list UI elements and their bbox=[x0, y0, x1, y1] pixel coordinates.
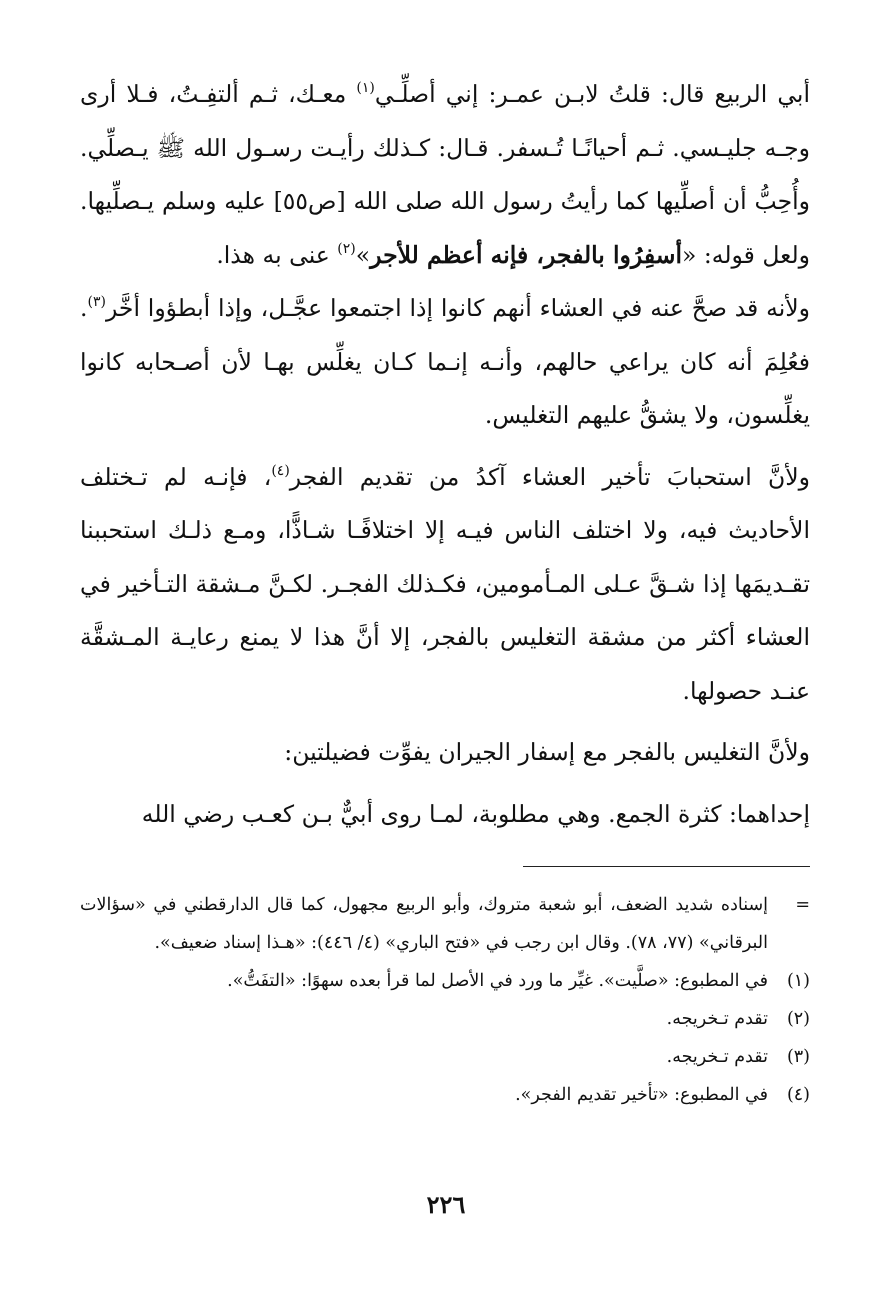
footnote-marker: = bbox=[795, 895, 810, 915]
paragraph-1-part-c: » bbox=[355, 240, 371, 269]
footnote-marker: (١) bbox=[786, 971, 810, 991]
footnote-marker: (٤) bbox=[786, 1085, 810, 1105]
footnote-text: تقدم تـخريجه. bbox=[666, 1047, 768, 1067]
footnote-marker: (٢) bbox=[786, 1009, 810, 1029]
footnote-2 bbox=[80, 1000, 810, 1038]
footnote-ref-4: (٤) bbox=[271, 462, 290, 479]
paragraph-1-part-a: أبي الربيع قال: قلتُ لابـن عمـر: إني أصلِّـي bbox=[374, 80, 810, 108]
paragraph-5: إحداهما: كثرة الجمع. وهي مطلوبة، لمـا روى أبيٌّ بـن كعـب رضي الله bbox=[141, 799, 810, 828]
footnote-4 bbox=[80, 1076, 810, 1114]
footnote-continuation bbox=[80, 886, 810, 962]
footnote-text: تقدم تـخريجه. bbox=[666, 1009, 768, 1029]
paragraph-2-part-a: ولأنه قد صحَّ عنه في العشاء أنهم كانوا إذا اجتمعوا عجَّـل، وإذا أبطؤوا أخَّر bbox=[105, 294, 810, 322]
paragraph-4: ولأنَّ التغليس بالفجر مع إسفار الجيران يفوِّت فضيلتين: bbox=[284, 738, 810, 766]
footnote-1 bbox=[80, 962, 810, 1000]
paragraph-2 bbox=[80, 282, 810, 443]
paragraph-1-part-b: معـك، ثـم ألتفِـتُ، فـلا أرى وجـه جليـسي. ثـم أحيانًـا تُـسفر. قـال: كـذلك رأيـت رسـول الله ﷺ يـصلِّي. وأُحِبُّ أن أصلِّيها كما رأيتُ رسول الله صلى الله [ص٥٥] عليه وسلم يـصلِّيها. ولعل قوله: « bbox=[80, 80, 810, 269]
footnote-ref-2: (٢) bbox=[337, 240, 356, 257]
main-text-body bbox=[80, 68, 810, 849]
footnote-text: إسناده شديد الضعف، أبو شعبة متروك، وأبو الربيع مجهول، كما قال الدارقطني في «سؤالات البرقاني» (٧٧، ٧٨). وقال ابن رجب في «فتح الباري» (٤/ ٤٤٦): «هـذا إسناد ضعيف». bbox=[80, 895, 768, 953]
paragraph-1-part-d: عنى به هذا. bbox=[216, 240, 338, 269]
paragraph-3 bbox=[80, 451, 810, 719]
paragraph-3-part-b: ، فإنـه لم تـختلف الأحاديث فيه، ولا اختلف الناس فيـه إلا اختلافًـا شـاذًّا، ومـع ذلـك استحببنا تقـديمَها إذا شـقَّ عـلى المـأمومين، فكـذلك الفجـر. لكـنَّ مـشقة التـأخير في العشاء أكثر من مشقة التغليس بالفجر، إلا أنَّ هذا لا يمنع رعايـة المـشقَّة عنـد حصولها. bbox=[80, 462, 810, 705]
paragraph-1 bbox=[80, 68, 810, 282]
paragraph-3-part-a: ولأنَّ استحبابَ تأخير العشاء آكدُ من تقديم الفجر bbox=[289, 462, 810, 491]
footnote-text: في المطبوع: «صلَّيت». غيِّر ما ورد في الأصل لما قرأ بعده سهوًا: «التفَتُّ». bbox=[227, 971, 768, 991]
hadith-quote: أسفِرُوا بالفجر، فإنه أعظم للأجر bbox=[370, 240, 682, 269]
footnote-separator bbox=[523, 866, 810, 867]
footnote-ref-3: (٣) bbox=[87, 294, 106, 310]
footnote-marker: (٣) bbox=[786, 1047, 810, 1067]
footnote-3 bbox=[80, 1038, 810, 1076]
page-number: ٢٢٦ bbox=[426, 1190, 466, 1219]
footnote-ref-1: (١) bbox=[356, 80, 375, 96]
footnote-text: في المطبوع: «تأخير تقديم الفجر». bbox=[515, 1085, 768, 1105]
paragraph-2-part-b: . فعُلِمَ أنه كان يراعي حالهم، وأنـه إنـما كـان يغلِّس بهـا لأن أصـحابه كانوا يغلِّسون، ولا يشقُّ عليهم التغليس. bbox=[80, 294, 810, 429]
footnotes-section bbox=[80, 886, 810, 1114]
